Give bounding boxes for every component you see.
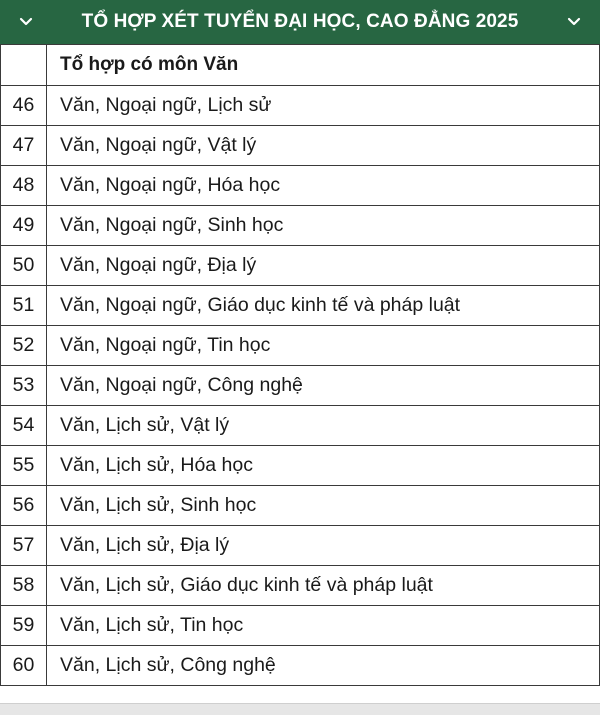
column-header-number <box>1 45 47 86</box>
row-number: 50 <box>1 246 47 286</box>
table-row <box>1 286 600 326</box>
row-subjects: Văn, Lịch sử, Công nghệ <box>47 646 600 686</box>
table-row <box>1 166 600 206</box>
row-subjects: Văn, Lịch sử, Vật lý <box>47 406 600 446</box>
row-number: 49 <box>1 206 47 246</box>
page-title: TỔ HỢP XÉT TUYỂN ĐẠI HỌC, CAO ĐẲNG 2025 <box>81 11 519 32</box>
combination-table <box>0 44 600 704</box>
row-number: 46 <box>1 86 47 126</box>
row-subjects: Văn, Ngoại ngữ, Hóa học <box>47 166 600 206</box>
table-row <box>1 326 600 366</box>
table-row <box>1 126 600 166</box>
row-subjects: Văn, Lịch sử, Hóa học <box>47 446 600 486</box>
column-header-label: Tổ hợp có môn Văn <box>47 45 600 86</box>
row-number: 47 <box>1 126 47 166</box>
row-subjects: Văn, Ngoại ngữ, Công nghệ <box>47 366 600 406</box>
row-subjects: Văn, Lịch sử, Địa lý <box>47 526 600 566</box>
table-row <box>1 566 600 606</box>
row-number: 54 <box>1 406 47 446</box>
row-subjects: Văn, Lịch sử, Giáo dục kinh tế và pháp luật <box>47 566 600 606</box>
table-row <box>1 446 600 486</box>
table-row <box>1 246 600 286</box>
row-subjects: Văn, Ngoại ngữ, Vật lý <box>47 126 600 166</box>
table-row <box>1 406 600 446</box>
row-subjects: Văn, Ngoại ngữ, Tin học <box>47 326 600 366</box>
table-row <box>1 606 600 646</box>
row-number: 53 <box>1 366 47 406</box>
table-row <box>1 646 600 686</box>
table-header-bar <box>0 0 600 44</box>
chevron-down-icon[interactable] <box>17 13 35 31</box>
row-subjects: Văn, Lịch sử, Sinh học <box>47 486 600 526</box>
horizontal-scrollbar[interactable] <box>0 703 600 715</box>
column-header-row <box>1 45 600 86</box>
row-number: 59 <box>1 606 47 646</box>
row-number: 56 <box>1 486 47 526</box>
row-subjects: Văn, Ngoại ngữ, Địa lý <box>47 246 600 286</box>
chevron-down-icon[interactable] <box>565 13 583 31</box>
row-number: 52 <box>1 326 47 366</box>
table-row <box>1 206 600 246</box>
table-row <box>1 526 600 566</box>
row-number: 51 <box>1 286 47 326</box>
row-subjects: Văn, Lịch sử, Tin học <box>47 606 600 646</box>
row-number: 58 <box>1 566 47 606</box>
row-number: 48 <box>1 166 47 206</box>
row-number: 60 <box>1 646 47 686</box>
table-row <box>1 486 600 526</box>
row-subjects: Văn, Ngoại ngữ, Lịch sử <box>47 86 600 126</box>
table-row <box>1 86 600 126</box>
row-number: 57 <box>1 526 47 566</box>
row-number: 55 <box>1 446 47 486</box>
table-row <box>1 366 600 406</box>
row-subjects: Văn, Ngoại ngữ, Giáo dục kinh tế và pháp luật <box>47 286 600 326</box>
data-table <box>0 44 600 686</box>
row-subjects: Văn, Ngoại ngữ, Sinh học <box>47 206 600 246</box>
